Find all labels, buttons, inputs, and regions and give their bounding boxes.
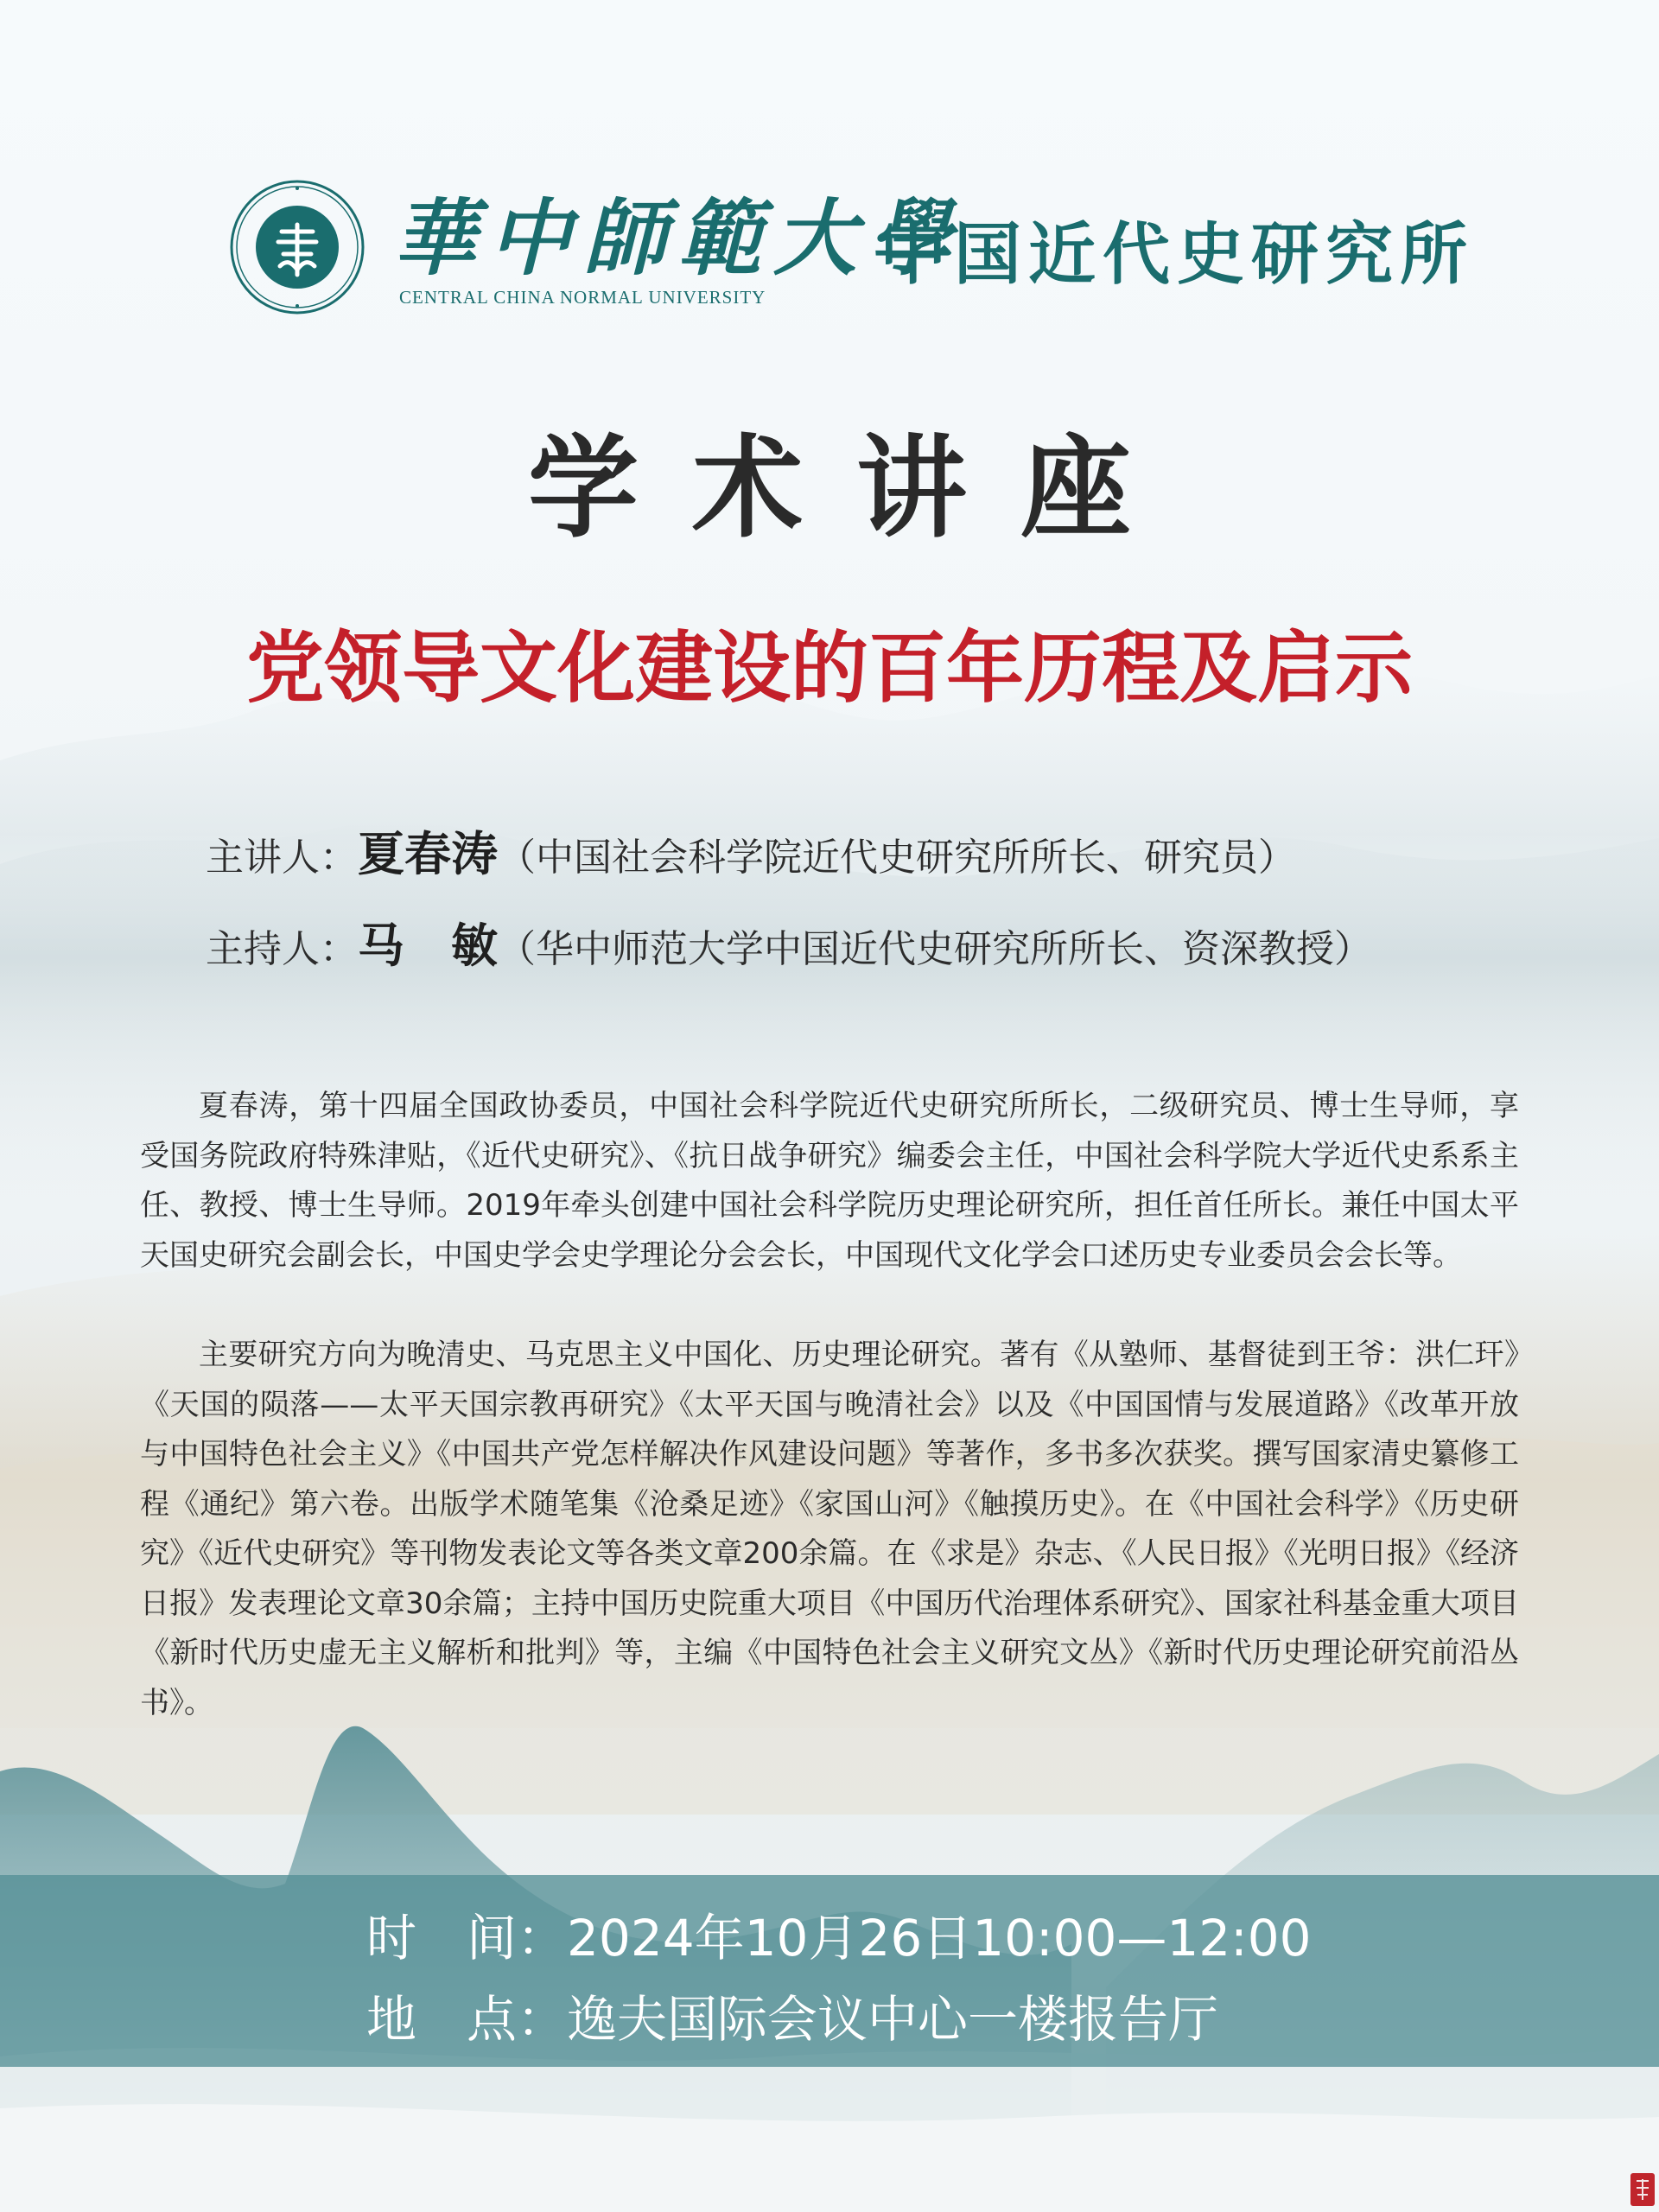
university-emblem-icon — [230, 180, 365, 315]
lecture-topic: 党领导文化建设的百年历程及启示 — [246, 623, 1413, 714]
host-role-label: 主持人： — [206, 927, 358, 971]
place-label: 地 点： — [366, 1990, 568, 2049]
host-name: 马 敏 — [358, 918, 498, 973]
bio-paragraph: 主要研究方向为晚清史、马克思主义中国化、历史理论研究。著有《从塾师、基督徒到王爷：洪仁玕》《天国的陨落——太平天国宗教再研究》《太平天国与晚清社会》以及《中国国情与发展道路》《改革开放与中国特色社会主义》《中国共产党怎样解决作风建设问题》等著作，多书多次获奖。撰写国家清史纂修工程《通纪》第六卷。出版学术随笔集《沧桑足迹》《家国山河》《触摸历史》。在《中国社会科学》《历史研究》《近代史研究》等刊物发表论文等各类文章200余篇。在《求是》杂志、《人民日报》《光明日报》《经济日报》发表理论文章30余篇；主持中国历史院重大项目《中国历代治理体系研究》、国家社科基金重大项目《新时代历史虚无主义解析和批判》等，主编《中国特色社会主义研究文丛》《新时代历史理论研究前沿丛书》。 — [140, 1338, 1519, 1720]
speaker-row — [206, 817, 1296, 884]
seal-stamp-icon — [1630, 2172, 1656, 2207]
host-row — [206, 909, 1372, 976]
page-title: 学术讲座 — [527, 423, 1185, 553]
bio-paragraph: 夏春涛，第十四届全国政协委员，中国社会科学院近代史研究所所长，二级研究员、博士生导师，享受国务院政府特殊津贴，《近代史研究》、《抗日战争研究》编委会主任，中国社会科学院大学近代史系系主任、教授、博士生导师。2019年牵头创建中国社会科学院历史理论研究所，担任首任所长。兼任中国太平天国史研究会副会长，中国史学会史学理论分会会长，中国现代文化学会口述历史专业委员会会长等。 — [140, 1089, 1519, 1273]
time-label: 时 间： — [366, 1909, 568, 1967]
speaker-description: （中国社会科学院近代史研究所所长、研究员） — [498, 836, 1296, 880]
place-value: 逸夫国际会议中心一楼报告厅 — [567, 1990, 1219, 2049]
speaker-name: 夏春涛 — [358, 827, 498, 881]
host-description: （华中师范大学中国近代史研究所所长、资深教授） — [498, 927, 1372, 971]
time-value: 2024年10月26日10:00—12:00 — [567, 1909, 1312, 1967]
university-name-cn: 華中師範大學 — [393, 189, 963, 287]
event-time — [366, 1897, 1312, 1970]
university-name-en: CENTRAL CHINA NORMAL UNIVERSITY — [399, 287, 766, 308]
institute-name: 中国近代史研究所 — [880, 215, 1475, 294]
speaker-role-label: 主讲人： — [206, 836, 358, 880]
event-place — [366, 1979, 1218, 2051]
